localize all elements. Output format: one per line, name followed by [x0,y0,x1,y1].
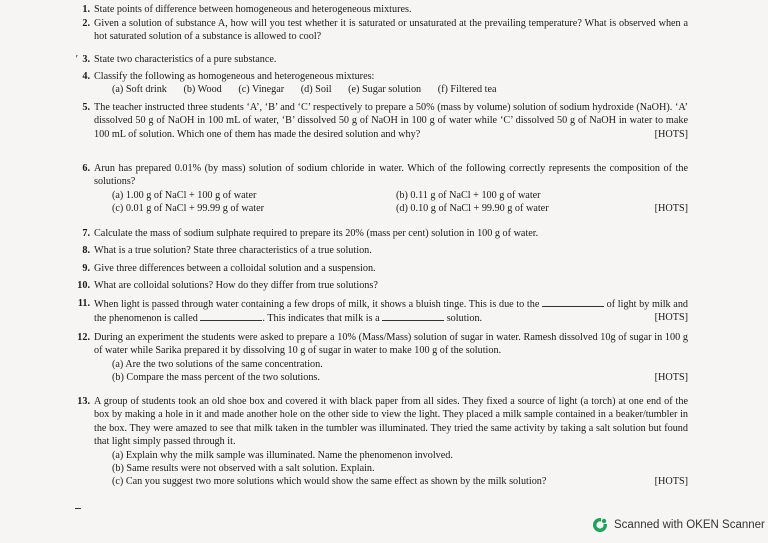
question-text: solution. [446,313,483,325]
question-3 [82,53,688,66]
question-2 [82,17,688,44]
question-text: . This indicates that milk is a [262,313,380,325]
fill-blank [382,311,444,321]
pen-mark: ′ [75,53,78,65]
question-6 [82,162,688,216]
question-text: State two characteristics of a pure substance. [94,54,277,65]
question-text: State points of difference between homogeneous and heterogeneous mixtures. [94,4,412,15]
question-number: 3. [82,54,90,65]
question-number: 9. [82,263,90,274]
option: (a) Soft drink [112,84,167,96]
option: (d) 0.10 g of NaCl + 99.90 g of water [396,203,549,215]
options-row [94,202,688,215]
question-number: 5. [82,102,90,113]
sub-question: (a) Are the two solutions of the same concentration. [112,358,323,370]
question-text: A group of students took an old shoe box and covered it with black paper from all sides. They fixed a source of light (a torch) at one end of the box by making a hole in it and made another hole on the other side to view the light. They placed a milk sample contained in a beaker/tumbler in the box. They were amazed to see that milk taken in the tumbler was illuminated. They tried the same activity by taking a salt solution but found that light simply passed through it. [94,396,688,448]
sub-question: (b) Same results were not observed with a salt solution. Explain. [112,463,375,475]
question-number: 8. [82,245,90,256]
question-number: 11. [77,298,90,309]
question-text: Give three differences between a colloidal solution and a suspension. [94,263,376,274]
question-text: Given a solution of substance A, how will you test whether it is saturated or unsaturated at the prevailing temperature? What is observed when a hot saturated solution of a substance is allowed to cool? [94,18,688,43]
hots-tag: [HOTS] [654,476,688,488]
fill-blank [542,297,604,307]
hots-tag: [HOTS] [654,312,688,324]
question-number: 1. [82,4,90,15]
hots-tag: [HOTS] [654,372,688,384]
option: (d) Soil [300,84,332,96]
question-7 [82,227,688,240]
question-text: What are colloidal solutions? How do they differ from true solutions? [94,280,378,291]
hots-tag: [HOTS] [654,203,688,215]
question-text: The teacher instructed three students ‘A’, ‘B’ and ‘C’ respectively to prepare a 50% (mass by volume) solution of sodium hydroxide (NaOH). ‘A’ dissolved 50 g of NaOH in 100 mL of water, ‘B’ dissolved 50 g of NaOH in 100 g of water while ‘C’ dissolved 50 g of NaOH in water to make 100 mL of solution. Which one of them has made the desired solution and why? [94,102,688,140]
sub-question: (a) Explain why the milk sample was illuminated. Name the phenomenon involved. [112,449,453,461]
options-row [94,83,688,96]
question-text: When light is passed through water containing a few drops of milk, it shows a bluish tinge. This is due to the [94,299,540,310]
question-text: Arun has prepared 0.01% (by mass) solution of sodium chloride in water. Which of the following correctly represents the composition of the solutions? [94,163,688,188]
option: (a) 1.00 g of NaCl + 100 g of water [112,189,257,201]
option: (b) 0.11 g of NaCl + 100 g of water [396,189,541,201]
option: (c) Vinegar [238,84,285,96]
question-number: 6. [82,163,90,174]
question-12 [77,331,688,385]
sub-question: (b) Compare the mass percent of the two solutions. [112,372,320,384]
question-number: 12. [77,332,90,343]
question-text: What is a true solution? State three characteristics of a true solution. [94,245,372,256]
question-11 [77,297,689,326]
hots-tag: [HOTS] [654,128,688,140]
question-text: Calculate the mass of sodium sulphate required to prepare its 20% (mass per cent) solution in 100 g of water. [94,228,539,239]
question-text: Classify the following as homogeneous and heterogeneous mixtures: [94,71,375,82]
option: (e) Sugar solution [348,84,422,96]
question-9 [82,262,688,275]
question-10 [77,279,688,292]
question-5 [82,101,688,141]
question-number: 4. [82,71,90,82]
options-row [94,189,688,202]
option: (b) Wood [183,84,222,96]
question-number: 10. [77,280,90,291]
question-4 [82,70,688,97]
scanner-watermark [592,517,765,533]
margin-mark [75,508,81,509]
question-1 [82,3,688,16]
fill-blank [200,311,262,321]
watermark-text: Scanned with OKEN Scanner [614,519,765,531]
option: (f) Filtered tea [437,84,497,96]
question-13 [77,395,688,489]
question-text: of light by milk and the phenomenon is called [94,299,689,325]
oken-logo-icon [592,517,608,533]
question-number: 13. [77,396,90,407]
sub-question: (c) Can you suggest two more solutions which would show the same effect as shown by the milk solution? [112,476,547,488]
question-text: During an experiment the students were asked to prepare a 10% (Mass/Mass) solution of sugar in water. Ramesh dissolved 10g of sugar in 100 g of water while Sarika prepared it by dissolving 10 g of sugar in water to make 100 g of the solution. [94,332,688,357]
option: (c) 0.01 g of NaCl + 99.99 g of water [112,203,265,215]
question-8 [82,244,688,257]
question-number: 7. [82,228,90,239]
question-number: 2. [82,18,90,29]
